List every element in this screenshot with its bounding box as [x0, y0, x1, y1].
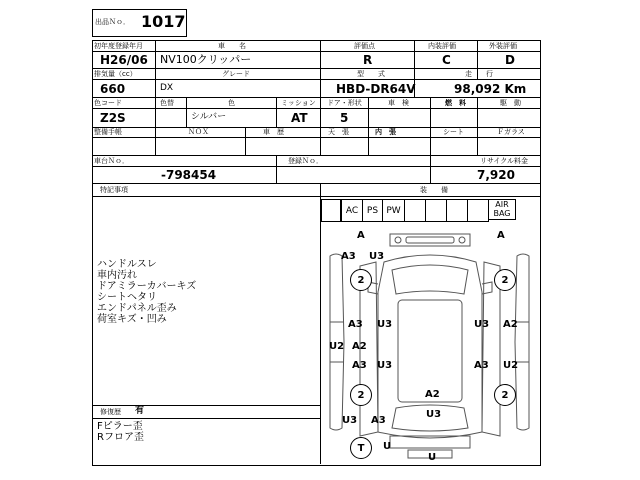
- note-line: 荷室キズ・凹み: [97, 314, 167, 325]
- repair-value: 有: [135, 406, 145, 416]
- doors-value: 5: [340, 111, 349, 125]
- note-line: 車内汚れ: [97, 270, 137, 281]
- color-code-header: 色コード: [94, 99, 122, 107]
- lot-number: 1017: [141, 12, 186, 31]
- damage-mark: U3: [369, 251, 385, 262]
- damage-mark: U3: [342, 415, 358, 426]
- recycle-value: 7,920: [477, 168, 515, 182]
- car-name-value: NV100クリッパー: [160, 53, 252, 66]
- damage-mark: U: [383, 441, 392, 452]
- model-value: HBD-DR64V: [336, 82, 416, 96]
- model-header: 型 式: [357, 70, 385, 78]
- nox-header: ＮＯＸ: [188, 128, 209, 136]
- lot-label: 出品Ｎｏ．: [95, 18, 130, 26]
- equip-airbag: AIR BAG: [488, 199, 516, 220]
- damage-circle: 2: [494, 384, 516, 406]
- displacement-value: 660: [100, 82, 126, 96]
- damage-mark: A2: [425, 389, 440, 400]
- note-line: シートヘタリ: [97, 292, 157, 303]
- repair-line: Fピラー歪: [97, 421, 143, 432]
- sunroof-header: 天 張: [328, 128, 349, 136]
- transmission-value: AT: [291, 111, 308, 125]
- note-line: ハンドルスレ: [97, 259, 157, 270]
- damage-mark: U3: [474, 319, 490, 330]
- equipment-header: 装 備: [420, 186, 448, 194]
- damage-mark: U2: [503, 360, 519, 371]
- damage-mark: A2: [352, 341, 367, 352]
- damage-circle: 2: [494, 269, 516, 291]
- first-reg-header: 初年度登録年月: [94, 42, 143, 50]
- equip-ps: PS: [362, 199, 383, 222]
- damage-mark: A2: [503, 319, 518, 330]
- exterior-score-value: D: [505, 53, 515, 67]
- damage-circle: 2: [350, 269, 372, 291]
- grade-value: DX: [160, 83, 174, 93]
- color-header: 色: [228, 99, 235, 107]
- interior-score-value: C: [442, 53, 451, 67]
- damage-mark: A3: [341, 251, 356, 262]
- repair-label: 修復歴: [100, 408, 121, 416]
- damage-mark: U3: [426, 409, 442, 420]
- interior-trim-header: 内 張: [375, 128, 396, 136]
- color-value: シルバー: [191, 112, 227, 122]
- equip-ac: AC: [341, 199, 363, 222]
- equip-slot-0: [321, 199, 341, 222]
- recycle-header: リサイクル料金: [480, 157, 529, 165]
- f-glass-header: Ｆガラス: [497, 128, 525, 136]
- history-header: 車 歴: [263, 128, 284, 136]
- repair-line: Rフロア歪: [97, 432, 144, 443]
- exterior-score-header: 外装評価: [489, 42, 517, 50]
- score-value: R: [363, 53, 373, 67]
- damage-mark: A3: [474, 360, 489, 371]
- repair-list: [97, 421, 144, 443]
- fuel-header: 燃 料: [445, 99, 466, 107]
- equip-slot-7: [467, 199, 489, 222]
- equip-pw: PW: [382, 199, 405, 222]
- chassis-no-value: -798454: [161, 168, 217, 182]
- chassis-no-header: 車台Ｎｏ．: [94, 157, 129, 165]
- displacement-header: 排気量（cc）: [94, 70, 137, 78]
- damage-mark: U: [428, 452, 437, 463]
- color-code-value: Z2S: [100, 111, 126, 125]
- inspection-header: 車 検: [388, 99, 409, 107]
- service-book-header: 整備手帳: [94, 128, 122, 136]
- damage-mark: A: [497, 230, 505, 241]
- damage-mark: U3: [377, 319, 393, 330]
- damage-circle: T: [350, 437, 372, 459]
- seat-header: シート: [443, 128, 464, 136]
- reg-no-header: 登録Ｎｏ．: [288, 157, 323, 165]
- damage-circle: 2: [350, 384, 372, 406]
- equip-slot-5: [425, 199, 447, 222]
- damage-mark: U3: [377, 360, 393, 371]
- equip-slot-6: [446, 199, 468, 222]
- damage-mark: U2: [329, 341, 345, 352]
- mileage-header: 走 行: [465, 70, 493, 78]
- car-name-header: 車 名: [218, 42, 246, 50]
- color-change-header: 色替: [160, 99, 174, 107]
- damage-mark: A3: [352, 360, 367, 371]
- doors-header: ドア・形状: [327, 99, 362, 107]
- damage-mark: A: [357, 230, 365, 241]
- first-reg-value: H26/06: [100, 53, 148, 67]
- damage-mark: A3: [348, 319, 363, 330]
- score-header: 評価点: [354, 42, 375, 50]
- interior-score-header: 内装評価: [428, 42, 456, 50]
- notes-header: 特記事項: [100, 186, 128, 194]
- note-line: エンドパネル歪み: [97, 303, 177, 314]
- drive-header: 駆 動: [500, 99, 521, 107]
- grade-header: グレード: [222, 70, 250, 78]
- damage-mark: A3: [371, 415, 386, 426]
- mileage-value: 98,092 Km: [454, 82, 527, 96]
- transmission-header: ミッション: [281, 99, 316, 107]
- notes-list: [97, 259, 196, 325]
- note-line: ドアミラーカバーキズ: [97, 281, 197, 292]
- equip-slot-4: [404, 199, 426, 222]
